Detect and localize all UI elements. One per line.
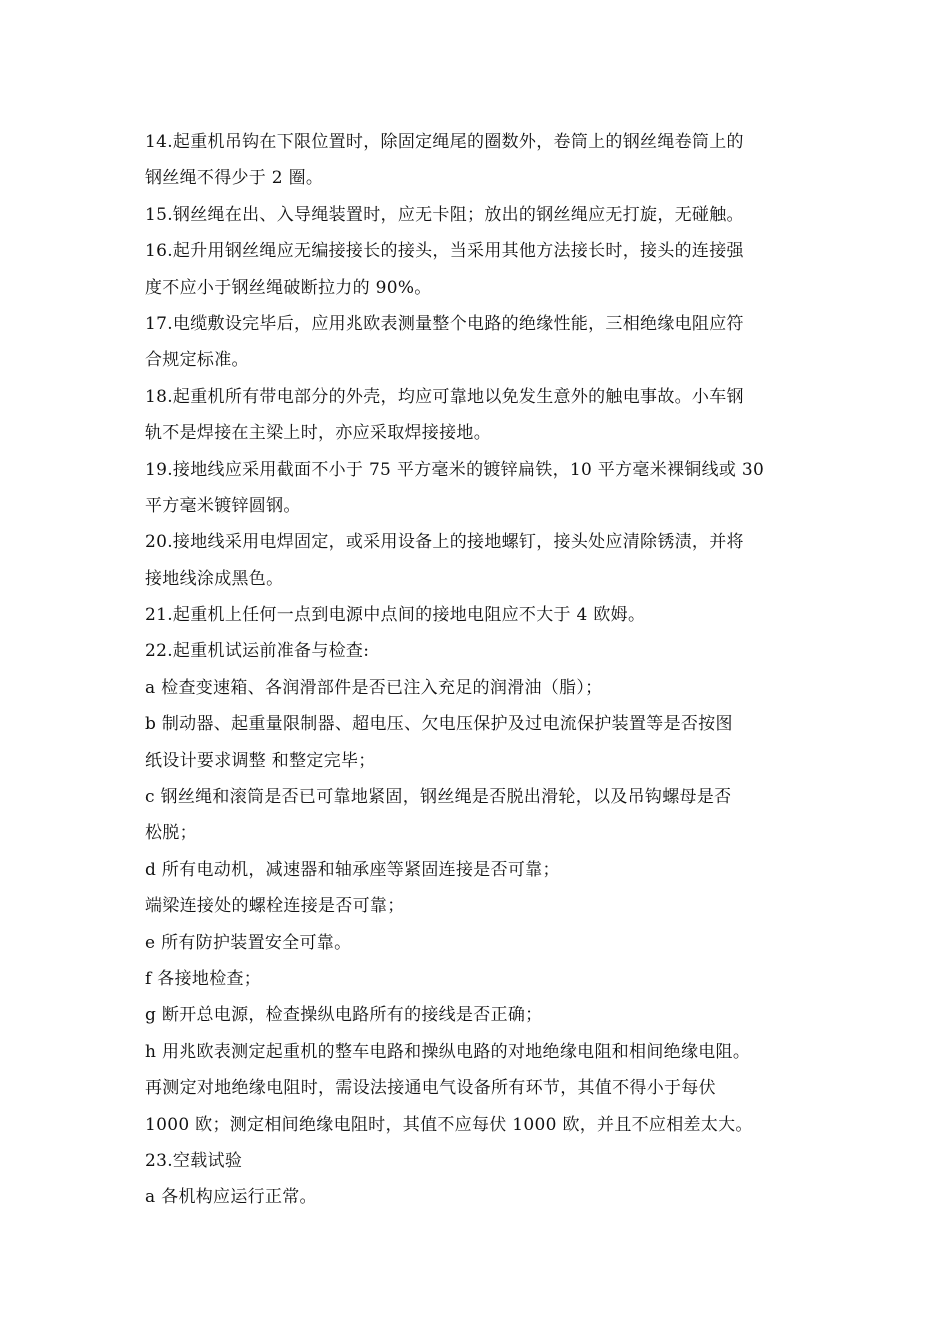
text-line: 纸设计要求调整 和整定完毕； (145, 750, 376, 771)
text-line: 合规定标准。 (145, 350, 249, 371)
text-line: g 断开总电源，检查操纵电路所有的接线是否正确； (145, 1005, 543, 1026)
text-line: 17.电缆敷设完毕后，应用兆欧表测量整个电路的绝缘性能，三相绝缘电阻应符 (145, 313, 744, 334)
text-line: d 所有电动机，减速器和轴承座等紧固连接是否可靠； (145, 859, 560, 880)
text-line: a 各机构应运行正常。 (145, 1187, 317, 1208)
text-line: 23.空载试验 (145, 1150, 243, 1171)
text-line: 18.起重机所有带电部分的外壳，均应可靠地以免发生意外的触电事故。小车钢 (145, 386, 744, 407)
text-line: 端梁连接处的螺栓连接是否可靠； (145, 896, 405, 917)
text-line: 接地线涂成黑色。 (145, 568, 284, 589)
text-line: 16.起升用钢丝绳应无编接接长的接头，当采用其他方法接长时，接头的连接强 (145, 241, 744, 262)
text-line: 1000 欧；测定相间绝缘电阻时，其值不应每伏 1000 欧，并且不应相差太大。 (145, 1114, 753, 1135)
text-line: 平方毫米镀锌圆钢。 (145, 495, 301, 516)
text-line: h 用兆欧表测定起重机的整车电路和操纵电路的对地绝缘电阻和相间绝缘电阻。 (145, 1041, 751, 1062)
text-line: e 所有防护装置安全可靠。 (145, 932, 352, 953)
text-line: 22.起重机试运前准备与检查: (145, 641, 370, 662)
text-line: 钢丝绳不得少于 2 圈。 (145, 168, 324, 189)
text-line: f 各接地检查； (145, 968, 262, 989)
text-line: 14.起重机吊钩在下限位置时，除固定绳尾的圈数外，卷筒上的钢丝绳卷筒上的 (145, 132, 744, 152)
text-line: a 检查变速箱、各润滑部件是否已注入充足的润滑油（脂）； (145, 677, 603, 698)
text-line: 度不应小于钢丝绳破断拉力的 90%。 (145, 277, 432, 298)
text-line: 19.接地线应采用截面不小于 75 平方毫米的镀锌扁铁，10 平方毫米裸铜线或 30 (145, 459, 765, 480)
text-line: 15.钢丝绳在出、入导绳装置时，应无卡阻；放出的钢丝绳应无打旋，无碰触。 (145, 204, 744, 225)
text-line: 21.起重机上任何一点到电源中点间的接地电阻应不大于 4 欧姆。 (145, 605, 646, 626)
text-line: 轨不是焊接在主梁上时，亦应采取焊接接地。 (145, 423, 491, 444)
text-line: 再测定对地绝缘电阻时，需设法接通电气设备所有环节，其值不得小于每伏 (145, 1078, 716, 1099)
text-line: b 制动器、起重量限制器、超电压、欠电压保护及过电流保护装置等是否按图 (145, 714, 733, 735)
text-line: c 钢丝绳和滚筒是否已可靠地紧固，钢丝绳是否脱出滑轮，以及吊钩螺母是否 (145, 787, 732, 808)
text-line: 20.接地线采用电焊固定，或采用设备上的接地螺钉，接头处应清除锈渍，并将 (145, 532, 744, 553)
document-body (145, 124, 825, 1216)
text-line: 松脱； (145, 823, 197, 844)
